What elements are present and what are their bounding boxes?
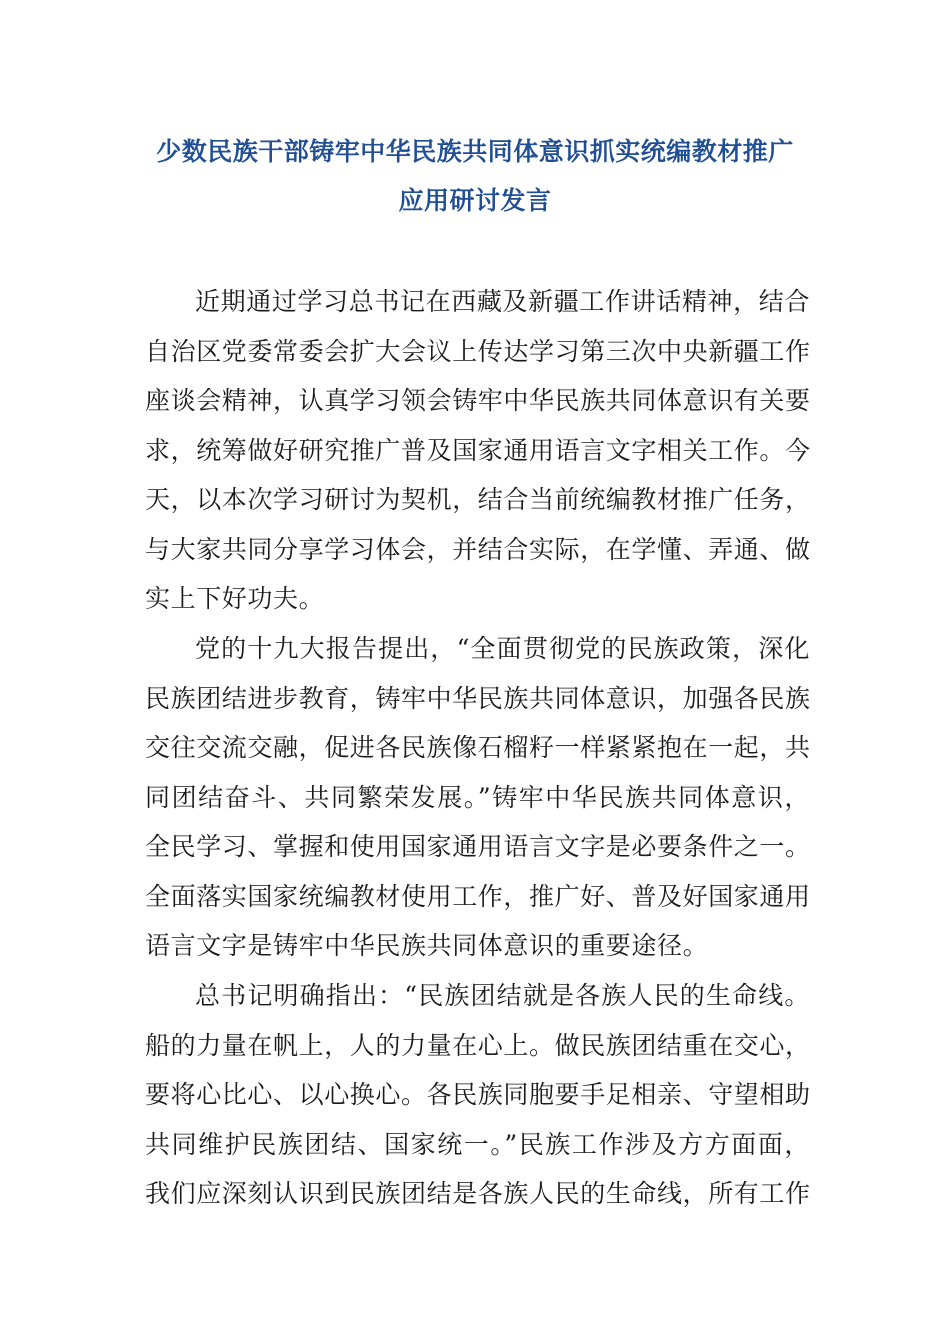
paragraph-line: 全民学习、掌握和使用国家通用语言文字是必要条件之一。 — [145, 832, 811, 861]
paragraph-line: 座谈会精神，认真学习领会铸牢中华民族共同体意识有关要 — [145, 386, 811, 415]
paragraph-line: 自治区党委常委会扩大会议上传达学习第三次中央新疆工作 — [145, 337, 811, 366]
paragraph-line: 全面落实国家统编教材使用工作，推广好、普及好国家通用 — [145, 882, 811, 911]
paragraph-line: 船的力量在帆上，人的力量在心上。做民族团结重在交心， — [145, 1031, 811, 1060]
paragraph-line: 交往交流交融，促进各民族像石榴籽一样紧紧抱在一起，共 — [145, 733, 811, 762]
paragraph-line: 党的十九大报告提出，“全面贯彻党的民族政策，深化 — [195, 634, 810, 663]
paragraph-line: 求，统筹做好研究推广普及国家通用语言文字相关工作。今 — [145, 436, 811, 465]
document-title-line-2: 应用研讨发言 — [398, 186, 552, 215]
paragraph-line: 民族团结进步教育，铸牢中华民族共同体意识，加强各民族 — [145, 684, 811, 713]
paragraph-line: 要将心比心、以心换心。各民族同胞要手足相亲、守望相助 — [145, 1080, 811, 1109]
document-title-line-1: 少数民族干部铸牢中华民族共同体意识抓实统编教材推广 — [156, 137, 794, 166]
paragraph-line: 我们应深刻认识到民族团结是各族人民的生命线，所有工作 — [145, 1179, 811, 1208]
paragraph-line: 与大家共同分享学习体会，并结合实际，在学懂、弄通、做 — [145, 535, 811, 564]
paragraph-line: 总书记明确指出：“民族团结就是各族人民的生命线。 — [195, 981, 810, 1010]
paragraph-line: 天，以本次学习研讨为契机，结合当前统编教材推广任务， — [145, 485, 811, 514]
paragraph-line: 共同维护民族团结、国家统一。”民族工作涉及方方面面， — [145, 1130, 810, 1159]
paragraph-line: 同团结奋斗、共同繁荣发展。”铸牢中华民族共同体意识， — [145, 783, 810, 812]
paragraph-line: 近期通过学习总书记在西藏及新疆工作讲话精神，结合 — [195, 287, 810, 316]
paragraph-line: 实上下好功夫。 — [145, 584, 325, 613]
paragraph-line: 语言文字是铸牢中华民族共同体意识的重要途径。 — [145, 931, 709, 960]
